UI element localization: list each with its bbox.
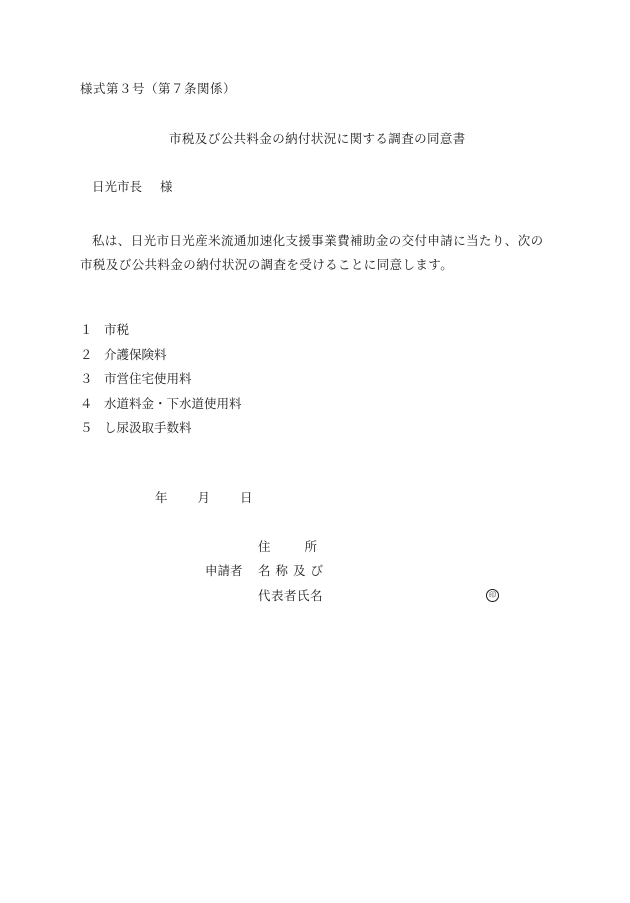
list-item-number: ２ — [80, 346, 93, 362]
list-item-number: ５ — [80, 420, 93, 435]
list-item-number: １ — [80, 322, 93, 337]
list-item-label: し尿汲取手数料 — [104, 420, 192, 435]
list-item — [80, 373, 242, 398]
applicant-label: 申請者 — [205, 563, 243, 578]
form-number-label: 様式第３号（第７条関係） — [80, 81, 237, 96]
date-year-label: 年 — [155, 490, 168, 505]
address-label: 住所 — [258, 539, 352, 554]
list-item-number: ３ — [80, 371, 93, 386]
date-month-label: 月 — [197, 490, 211, 505]
addressee-name: 日光市長 — [92, 179, 143, 194]
date-day-label: 日 — [240, 490, 253, 505]
name-label: 名称及び — [258, 563, 329, 578]
tax-item-list — [80, 324, 242, 447]
consent-statement: 私は、日光市日光産米流通加速化支援事業費補助金の交付申請に当たり、次の市税及び公共料金の納付状況の調査を受けることに同意します。 — [80, 233, 544, 272]
list-item-label: 市税 — [104, 322, 130, 337]
list-item — [80, 324, 242, 349]
seal-icon: 印 — [486, 589, 499, 602]
list-item — [80, 395, 242, 423]
list-item — [80, 422, 242, 447]
representative-label: 代表者氏名 — [258, 588, 324, 603]
list-item-label: 介護保険料 — [104, 346, 167, 362]
addressee — [92, 181, 173, 194]
list-item-label: 市営住宅使用料 — [104, 371, 192, 386]
addressee-honorific: 様 — [160, 179, 173, 194]
list-item-label: 水道料金・下水道使用料 — [104, 395, 242, 411]
list-item — [80, 346, 242, 374]
document-title: 市税及び公共料金の納付状況に関する調査の同意書 — [169, 131, 466, 146]
date-line — [155, 492, 253, 505]
list-item-number: ４ — [80, 395, 93, 411]
